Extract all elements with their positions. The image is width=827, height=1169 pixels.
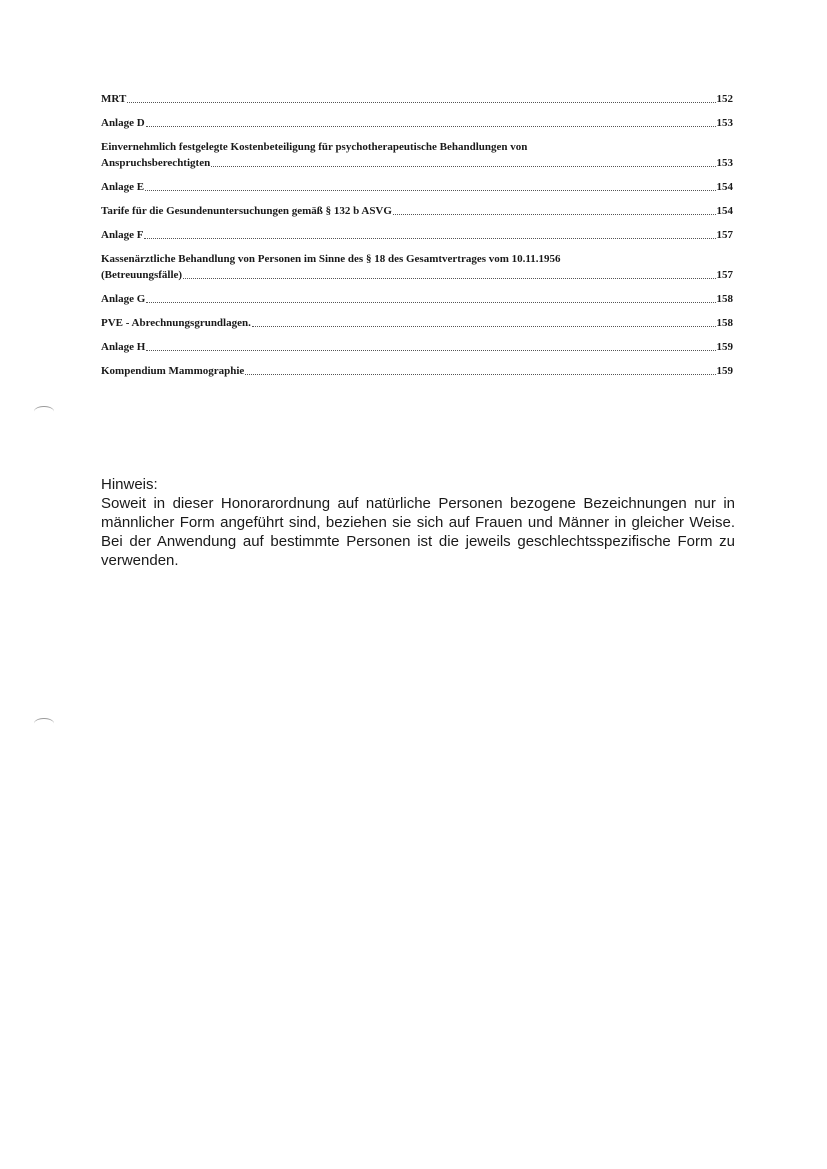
toc-entry[interactable] [101,204,733,218]
toc-entry[interactable] [101,340,733,354]
toc-entry[interactable] [101,316,733,330]
toc-leader-dots [146,301,715,303]
toc-entry-page: 154 [716,181,733,193]
toc-entry[interactable] [101,180,733,194]
toc-entry-page: 154 [716,205,733,217]
toc-entry[interactable] [101,116,733,130]
toc-entry[interactable] [101,292,733,306]
toc-entry-title: Anlage H [101,341,146,353]
toc-leader-dots [183,277,715,279]
toc-entry-title-continued: Anspruchsberechtigten [101,157,211,169]
note-section [101,475,735,570]
toc-entry[interactable] [101,364,733,378]
toc-entry-title: PVE - Abrechnungsgrundlagen. [101,317,251,329]
toc-entry-title: Kompendium Mammographie [101,365,245,377]
toc-entry-title-continued: (Betreuungsfälle) [101,269,183,281]
toc-entry[interactable] [101,252,733,282]
toc-entry-page: 158 [716,293,733,305]
toc-leader-dots [144,237,715,239]
toc-leader-dots [146,349,715,351]
punch-hole-mark [34,718,54,729]
punch-hole-mark [34,406,54,417]
toc-entry-title: Anlage F [101,229,144,241]
toc-entry-page: 153 [716,157,733,169]
toc-entry-title: Einvernehmlich festgelegte Kostenbeteiligung für psychotherapeutische Behandlungen von [101,141,528,153]
note-body: Soweit in dieser Honorarordnung auf natürliche Personen bezogene Bezeichnungen nur in männlicher Form angeführt sind, beziehen sie sich auf Frauen und Männer in gleicher Weise. Bei der Anwendung auf bestimmte Personen ist die jeweils geschlechtsspezifische Form zu verwenden. [101,495,735,569]
toc-entry-title: Tarife für die Gesundenuntersuchungen gemäß § 132 b ASVG [101,205,392,217]
toc-leader-dots [252,325,716,327]
toc-leader-dots [146,125,716,127]
table-of-contents [101,92,733,388]
note-heading: Hinweis: [101,476,158,493]
toc-entry-title: Anlage E [101,181,145,193]
toc-entry-page: 157 [716,269,733,281]
toc-leader-dots [211,165,715,167]
toc-entry-title: Anlage G [101,293,146,305]
toc-leader-dots [393,213,716,215]
toc-leader-dots [145,189,715,191]
toc-entry[interactable] [101,228,733,242]
toc-entry-page: 157 [716,229,733,241]
toc-leader-dots [127,101,715,103]
toc-entry[interactable] [101,92,733,106]
toc-entry-title: Anlage D [101,117,145,129]
toc-entry-page: 159 [716,341,733,353]
toc-entry-page: 158 [716,317,733,329]
toc-entry-title: MRT [101,93,127,105]
toc-entry-page: 152 [716,93,733,105]
toc-leader-dots [245,373,715,375]
toc-entry-page: 159 [716,365,733,377]
toc-entry-title: Kassenärztliche Behandlung von Personen im Sinne des § 18 des Gesamtvertrages vom 10.11.1956 [101,253,561,265]
toc-entry[interactable] [101,140,733,170]
toc-entry-page: 153 [716,117,733,129]
